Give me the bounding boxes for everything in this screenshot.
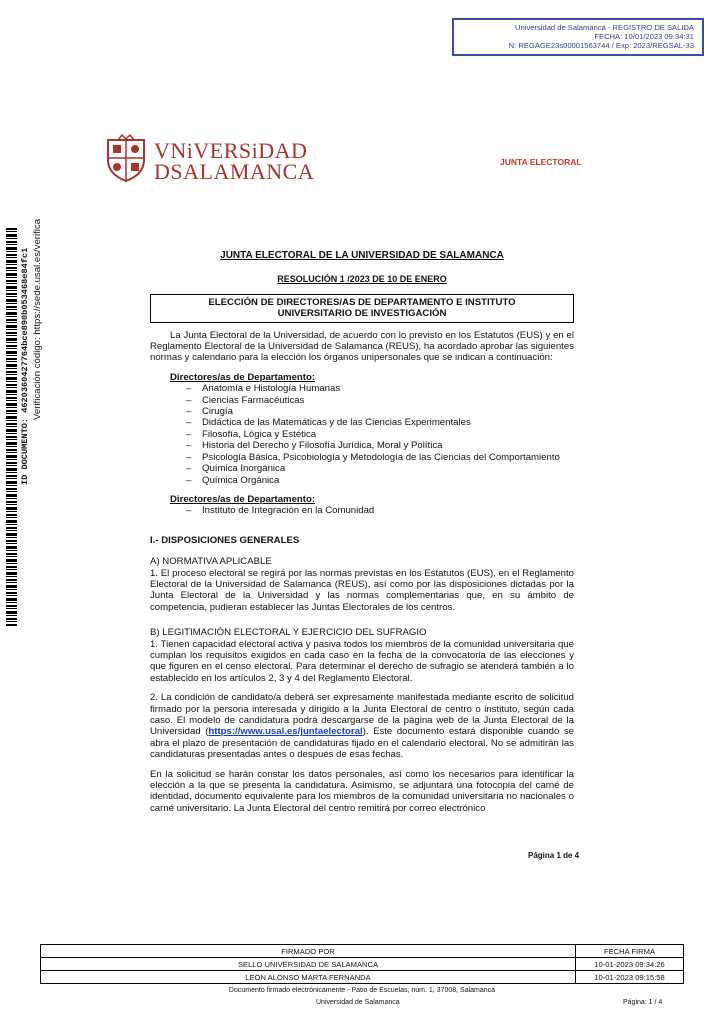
barcode-icon [6, 228, 17, 626]
logo-text-line-2: DSALAMANCA [154, 159, 315, 184]
document-body [150, 244, 574, 822]
paragraph-a1: 1. El proceso electoral se regirá por las normas previstas en los Estatutos (EUS), en el Reglamento Electoral de la Universidad de Salamanca (REUS), así como por las disposiciones dictadas por la Junta Electoral de la Universidad y las normas complementarias que, en su ámbito de competencia, pudieran establecer las Juntas Electorales de los centros. [150, 567, 574, 613]
stamp-line-1: Universidad de Salamanca - REGISTRO DE SALIDA [515, 23, 694, 32]
page-number: Página 1 de 4 [528, 851, 580, 860]
list-item: – Cirugía [186, 406, 574, 417]
list1-heading: Directores/as de Departamento: [170, 371, 316, 383]
logo-text-line-1: VNiVERSiDAD [154, 138, 308, 163]
registry-stamp [452, 18, 704, 56]
footer-signed-note: Documento firmado electrónicamente - Patio de Escuelas, núm. 1, 37008, Salamanca [228, 987, 496, 994]
signature-date: 10-01-2023 09:34:26 [576, 958, 684, 971]
list-item: – Didáctica de las Matemáticas y de las Ciencias Experimentales [186, 417, 574, 428]
paragraph-b3: En la solicitud se harán constar los datos personales, así como los necesarios para identificar la elección a la que se presenta la candidatura. Asimismo, se adjuntará una fotocopia del carné de identidad, documento equivalente para los miembros de la comunidad universitaria no nacionales o carné universitario. La Junta Electoral del centro remitirá por correo electrónico [150, 768, 574, 814]
list-item: – Instituto de Integración en la Comunidad [186, 505, 574, 516]
list-item: – Química Orgánica [186, 475, 574, 486]
list-item: – Anatomía e Histología Humanas [186, 383, 574, 394]
header-right-label: JUNTA ELECTORAL [500, 157, 582, 167]
university-shield-icon [104, 134, 148, 182]
document-id: ID DOCUMENTO: 4620360427764bce890b053468e84fc1 [20, 247, 30, 485]
paragraph-b1: 1. Tienen capacidad electoral activa y pasiva todos los miembros de la comunidad universitaria que cumplan los requisitos exigidos en cada caso en la fecha de la convocatoria de las elecciones y que figuren en el censo electoral. Para determinar el derecho de sufragio se atenderá también a lo establecido en los artículos 2, 3 y 4 del Reglamento Electoral. [150, 638, 574, 684]
subject-box [150, 294, 574, 323]
intro-paragraph: La Junta Electoral de la Universidad, de acuerdo con lo previsto en los Estatutos (EUS) y en el Reglamento Electoral de la Universidad de Salamanca (REUS), ha acordado aprobar las siguientes normas y calendario para la elección los órganos unipersonales que se indican a continuación: [150, 329, 574, 364]
list-item: – Ciencias Farmacéuticas [186, 395, 574, 406]
footer-university: Universidad de Salamanca [316, 999, 400, 1006]
table-row [41, 958, 684, 971]
list2-heading: Directores/as de Departamento: [170, 493, 316, 505]
table-row [41, 971, 684, 984]
section-heading: I.- DISPOSICIONES GENERALES [150, 534, 300, 546]
list-item: – Química Inorgánica [186, 463, 574, 474]
footer-page: Página: 1 / 4 [623, 999, 663, 1006]
verification-link[interactable]: Verificación código: https://sede.usal.es/verifica [32, 218, 43, 420]
signer-name: SELLO UNIVERSIDAD DE SALAMANCA [41, 958, 576, 971]
subsection-a-heading: A) NORMATIVA APLICABLE [150, 556, 272, 568]
paragraph-b2-start: 2. La condición de candidato/a deberá ser expresamente manifestada mediante escrito de solicitud firmado por la persona interesada y dirigido a la Junta Electoral de centro o instituto, según cada caso. El modelo de candidatura podrá descargarse de la página web de la Junta Electoral de la Universidad ( [150, 692, 574, 738]
table-row [41, 945, 684, 958]
junta-electoral-link[interactable]: https://www.usal.es/juntaelectoral [208, 726, 363, 738]
document-title: JUNTA ELECTORAL DE LA UNIVERSIDAD DE SALAMANCA [220, 250, 504, 261]
list-item: – Historia del Derecho y Filosofía Jurídica, Moral y Política [186, 440, 574, 451]
stamp-line-2: FECHA: 10/01/2023 09:34:31 [594, 32, 694, 41]
list-item: – Psicología Básica, Psicobiología y Metodología de las Ciencias del Comportamiento [186, 452, 574, 463]
paragraph-b2-end: ). Este documento estará disponible cuando se abra el plazo de presentación de candidaturas fijado en el calendario electoral. No se admitirán las candidaturas presentadas antes o después de esas fechas. [150, 726, 574, 761]
signer-name: LEON ALONSO MARTA FERNANDA [41, 971, 576, 984]
subsection-b-heading: B) LEGITIMACIÓN ELECTORAL Y EJERCICIO DEL SUFRAGIO [150, 627, 427, 639]
institute-list [150, 505, 574, 516]
subject-line-1: ELECCIÓN DE DIRECTORES/AS DE DEPARTAMENTO E INSTITUTO [208, 296, 516, 308]
resolution-line: RESOLUCIÓN 1 /2023 DE 10 DE ENERO [277, 274, 447, 285]
signature-date: 10-01-2023 09:15:58 [576, 971, 684, 984]
paragraph-b2 [150, 692, 574, 760]
signed-by-header: FIRMADO POR [41, 945, 576, 958]
signature-table [40, 944, 684, 984]
department-list [150, 383, 574, 486]
list-item: – Filosofía, Lógica y Estética [186, 429, 574, 440]
subject-line-2: UNIVERSITARIO DE INVESTIGACIÓN [277, 308, 447, 320]
stamp-line-3: N: REGAGE23s00001563744 / Exp: 2023/REGSAL-33 [508, 41, 694, 50]
signature-date-header: FECHA FIRMA [576, 945, 684, 958]
university-logo [104, 134, 315, 184]
